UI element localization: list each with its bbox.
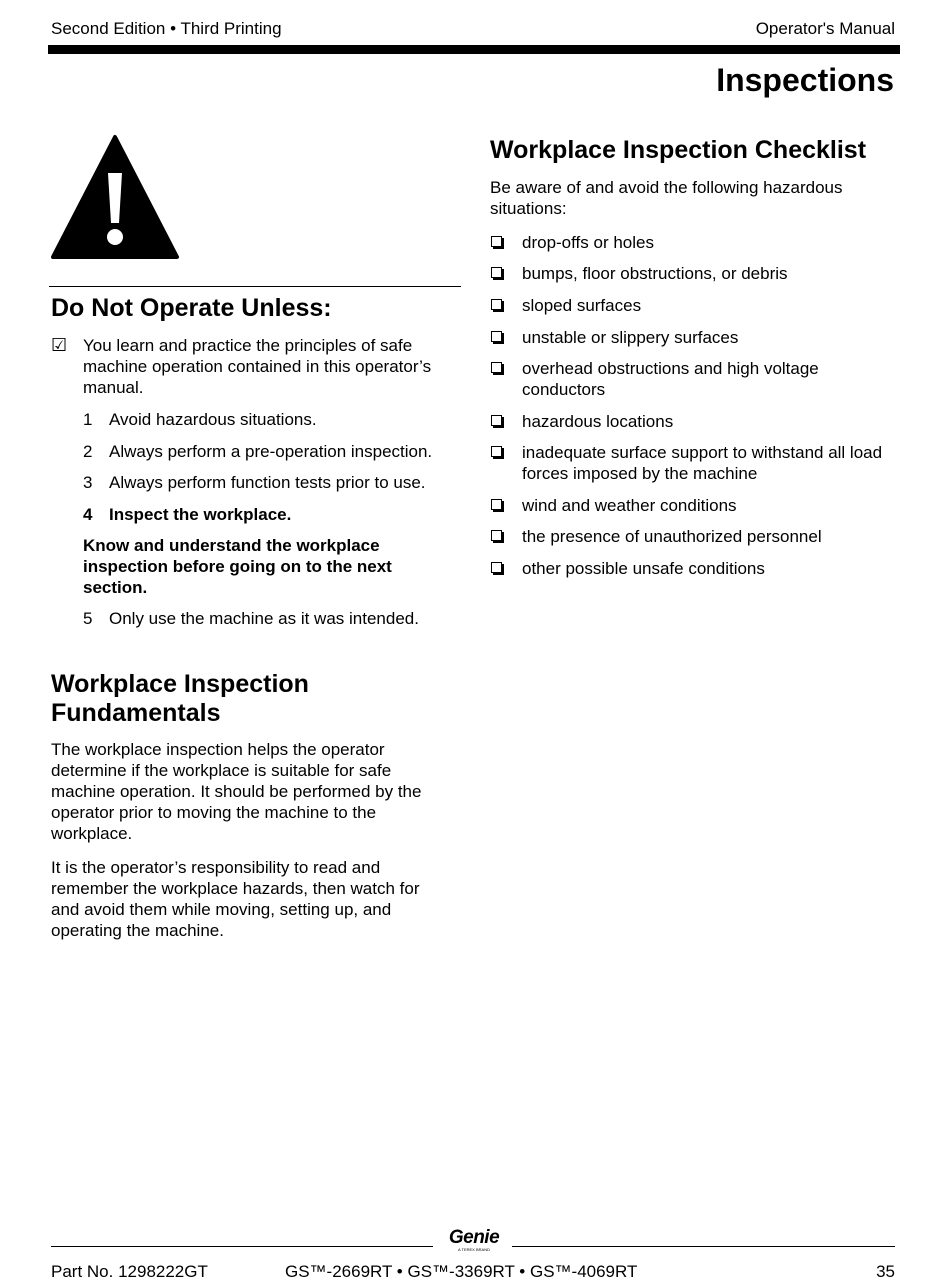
do-not-operate-heading: Do Not Operate Unless: — [51, 294, 332, 322]
list-number: 2 — [83, 442, 93, 461]
warning-triangle-icon — [50, 133, 180, 261]
logo-word: Genie — [448, 1227, 500, 1248]
list-text: Avoid hazardous situations. — [109, 410, 317, 429]
genie-logo — [440, 1228, 508, 1252]
checkbox-icon — [491, 446, 502, 457]
inspection-note: Know and understand the workplace inspection before going on to the next section. — [83, 536, 392, 597]
checkbox-icon — [491, 362, 502, 373]
fundamentals-paragraph-2: It is the operator’s responsibility to read and remember the workplace hazards, then watch for and avoid them while moving, setting up, and operating the machine. — [51, 858, 420, 940]
list-text: Only use the machine as it was intended. — [109, 609, 419, 628]
checklist-item-text: unstable or slippery surfaces — [522, 328, 739, 347]
checkbox-icon — [491, 499, 502, 510]
header-manual: Operator's Manual — [755, 19, 895, 38]
header-edition: Second Edition • Third Printing — [51, 19, 282, 38]
checklist-item-text: hazardous locations — [522, 412, 674, 431]
page-number: 35 — [876, 1262, 895, 1281]
checkbox-icon — [491, 331, 502, 342]
section-divider — [49, 286, 461, 287]
header-rule — [48, 45, 900, 54]
checklist-heading: Workplace Inspection Checklist — [490, 136, 867, 164]
checkbox-icon — [491, 299, 502, 310]
checklist-item-text: drop-offs or holes — [522, 233, 654, 252]
checklist-item-text: other possible unsafe conditions — [522, 559, 765, 578]
logo-tagline: A TEREX BRAND — [458, 1247, 490, 1252]
model-list: GS™-2669RT • GS™-3369RT • GS™-4069RT — [285, 1262, 638, 1281]
list-number: 5 — [83, 609, 93, 628]
page-title: Inspections — [716, 62, 894, 98]
list-text: Always perform function tests prior to use. — [109, 473, 426, 492]
footer-rule-left — [51, 1246, 433, 1247]
fundamentals-paragraph-1: The workplace inspection helps the operator determine if the workplace is suitable for safe machine operation. It should be performed by the operator prior to moving the machine to the workplace. — [51, 740, 422, 843]
operate-condition-text: You learn and practice the principles of safe machine operation contained in this operator’s manual. — [83, 336, 432, 397]
fundamentals-heading — [51, 670, 461, 728]
checklist-item-text: sloped surfaces — [522, 296, 642, 315]
checked-box-icon: ☑ — [51, 335, 68, 355]
footer-rule-right — [512, 1246, 895, 1247]
list-number: 4 — [83, 505, 93, 524]
checklist-item-text: overhead obstructions and high voltage conductors — [522, 359, 819, 399]
checkbox-icon — [491, 530, 502, 541]
checkbox-icon — [491, 236, 502, 247]
checkbox-icon — [491, 267, 502, 278]
fundamentals-heading-line1: Workplace Inspection — [51, 670, 309, 698]
list-text: Always perform a pre-operation inspection. — [109, 442, 433, 461]
checkbox-icon — [491, 562, 502, 573]
list-number: 1 — [83, 410, 93, 429]
checklist-item-text: wind and weather conditions — [522, 496, 737, 515]
fundamentals-heading-line2: Fundamentals — [51, 699, 221, 727]
checklist-item-text: the presence of unauthorized personnel — [522, 527, 822, 546]
list-text: Inspect the workplace. — [109, 505, 292, 524]
part-number: Part No. 1298222GT — [51, 1262, 208, 1281]
checklist-item-text: inadequate surface support to withstand all load forces imposed by the machine — [522, 443, 883, 483]
checkbox-icon — [491, 415, 502, 426]
checklist-intro: Be aware of and avoid the following hazardous situations: — [490, 178, 843, 218]
list-number: 3 — [83, 473, 93, 492]
checklist-item-text: bumps, floor obstructions, or debris — [522, 264, 788, 283]
